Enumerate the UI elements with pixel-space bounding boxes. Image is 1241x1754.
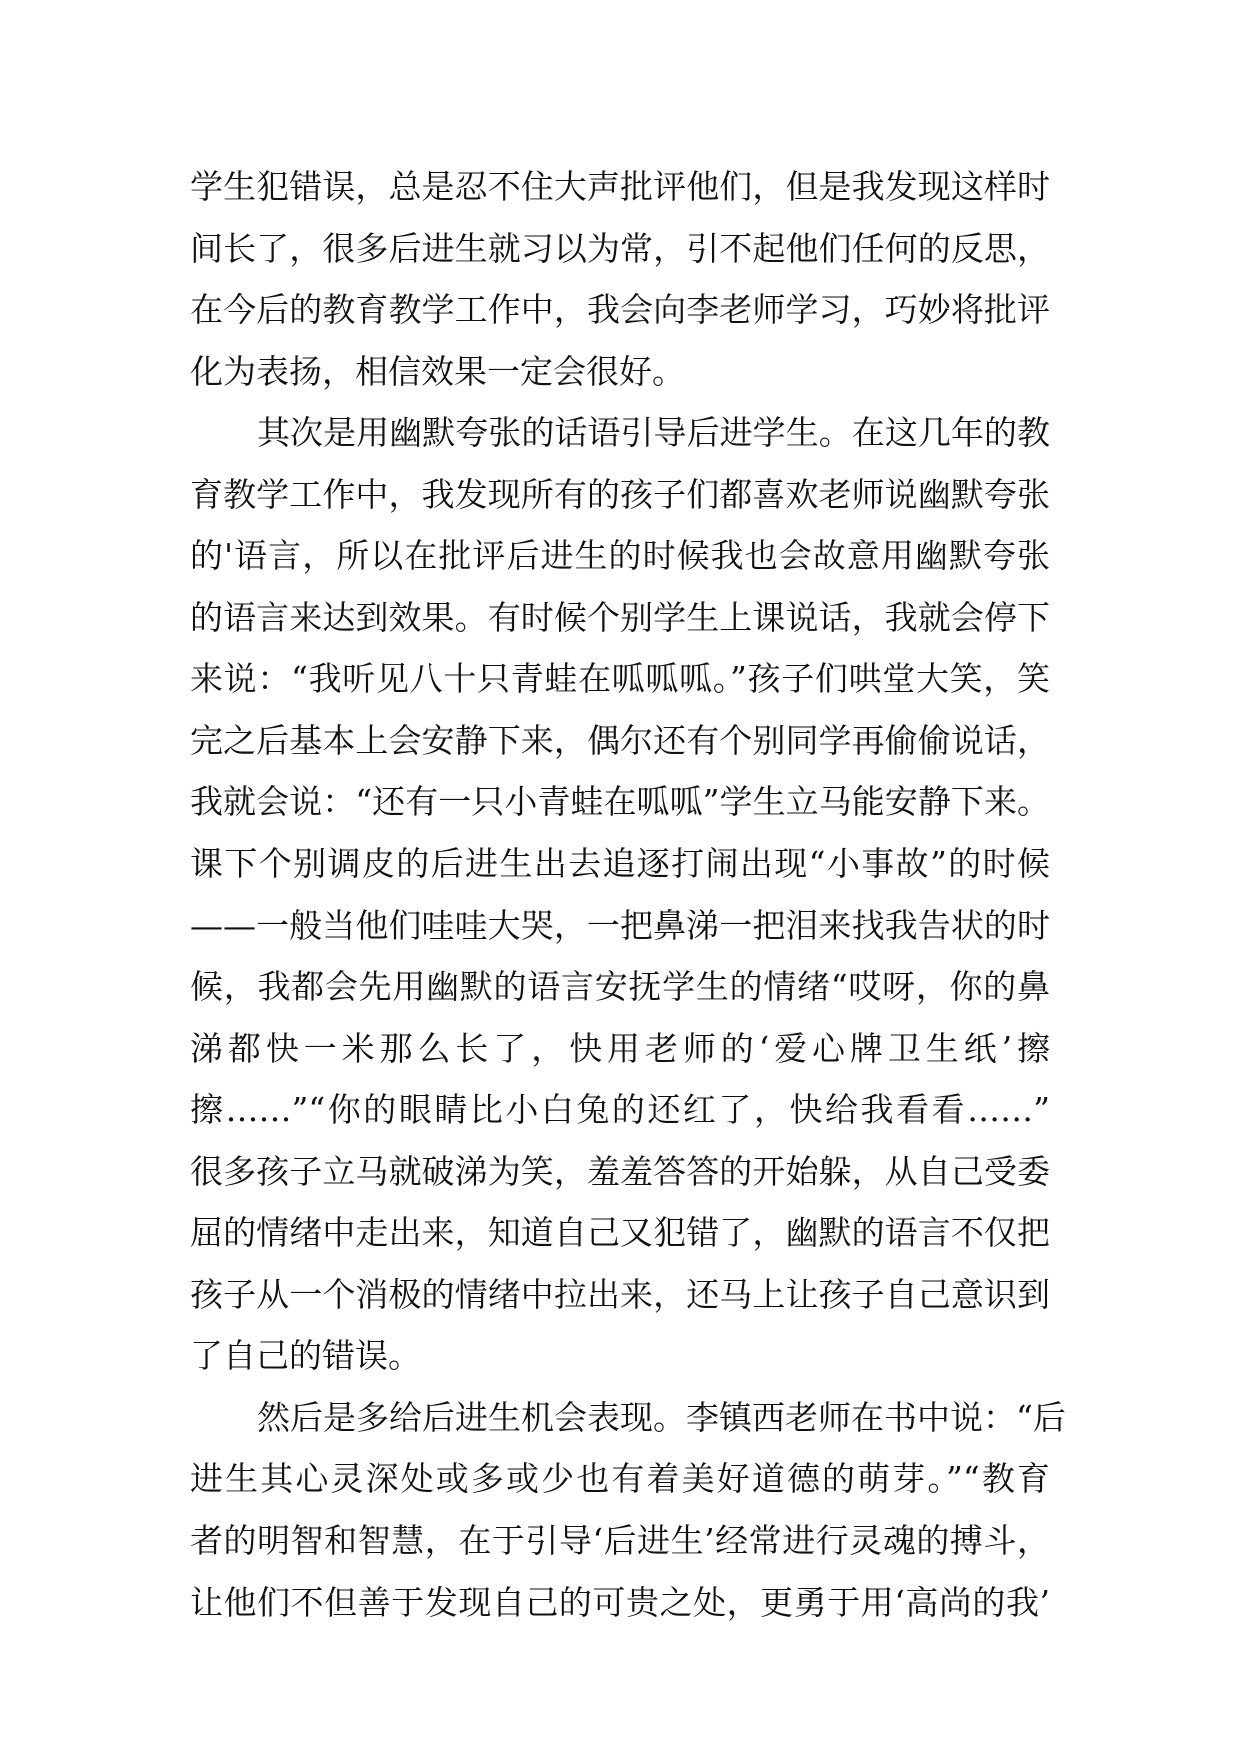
text-line: 屈的情绪中走出来，知道自己又犯错了，幽默的语言不仅把 — [190, 1213, 1050, 1253]
body-text — [190, 156, 1066, 1633]
text-line: 进生其心灵深处或多或少也有着美好道德的萌芽。”“教育 — [190, 1459, 1050, 1499]
text-line: 的'语言，所以在批评后进生的时候我也会故意用幽默夸张 — [190, 536, 1050, 576]
text-line: 很多孩子立马就破涕为笑，羞羞答答的开始躲，从自己受委 — [190, 1151, 1050, 1191]
text-line: 孩子从一个消极的情绪中拉出来，还马上让孩子自己意识到 — [190, 1274, 1050, 1314]
text-line: 涕都快一米那么长了，快用老师的‘爱心牌卫生纸’擦 — [190, 1028, 1050, 1068]
paragraph-end-line: 化为表扬，相信效果一定会很好。 — [190, 351, 685, 391]
text-line: 完之后基本上会安静下来，偶尔还有个别同学再偷偷说话， — [190, 720, 1050, 760]
text-line: 在今后的教育教学工作中，我会向李老师学习，巧妙将批评 — [190, 290, 1050, 330]
text-line: 间长了，很多后进生就习以为常，引不起他们任何的反思， — [190, 228, 1050, 268]
text-line: ——一般当他们哇哇大哭，一把鼻涕一把泪来找我告状的时 — [190, 905, 1050, 945]
text-line: 候，我都会先用幽默的语言安抚学生的情绪“哎呀，你的鼻 — [190, 967, 1050, 1007]
text-line: 的语言来达到效果。有时候个别学生上课说话，我就会停下 — [190, 597, 1050, 637]
text-line: 让他们不但善于发现自己的可贵之处，更勇于用‘高尚的我’ — [190, 1582, 1050, 1622]
text-line: 来说：“我听见八十只青蛙在呱呱呱。”孩子们哄堂大笑，笑 — [190, 659, 1050, 699]
paragraph-end-line: 了自己的错误。 — [190, 1336, 421, 1376]
text-line: 育教学工作中，我发现所有的孩子们都喜欢老师说幽默夸张 — [190, 474, 1050, 514]
text-line: 者的明智和智慧，在于引导‘后进生’经常进行灵魂的搏斗， — [190, 1521, 1050, 1561]
text-line: 我就会说：“还有一只小青蛙在呱呱”学生立马能安静下来。 — [190, 782, 1050, 822]
paragraph-first-line: 其次是用幽默夸张的话语引导后进学生。在这几年的教 — [257, 413, 1050, 453]
text-line: 学生犯错误，总是忍不住大声批评他们，但是我发现这样时 — [190, 167, 1050, 206]
paragraph-first-line: 然后是多给后进生机会表现。李镇西老师在书中说：“后 — [257, 1397, 1066, 1437]
text-line: 课下个别调皮的后进生出去追逐打闹出现“小事故”的时候 — [190, 844, 1050, 884]
text-line: 擦……”“你的眼睛比小白兔的还红了，快给我看看……” — [190, 1090, 1050, 1130]
